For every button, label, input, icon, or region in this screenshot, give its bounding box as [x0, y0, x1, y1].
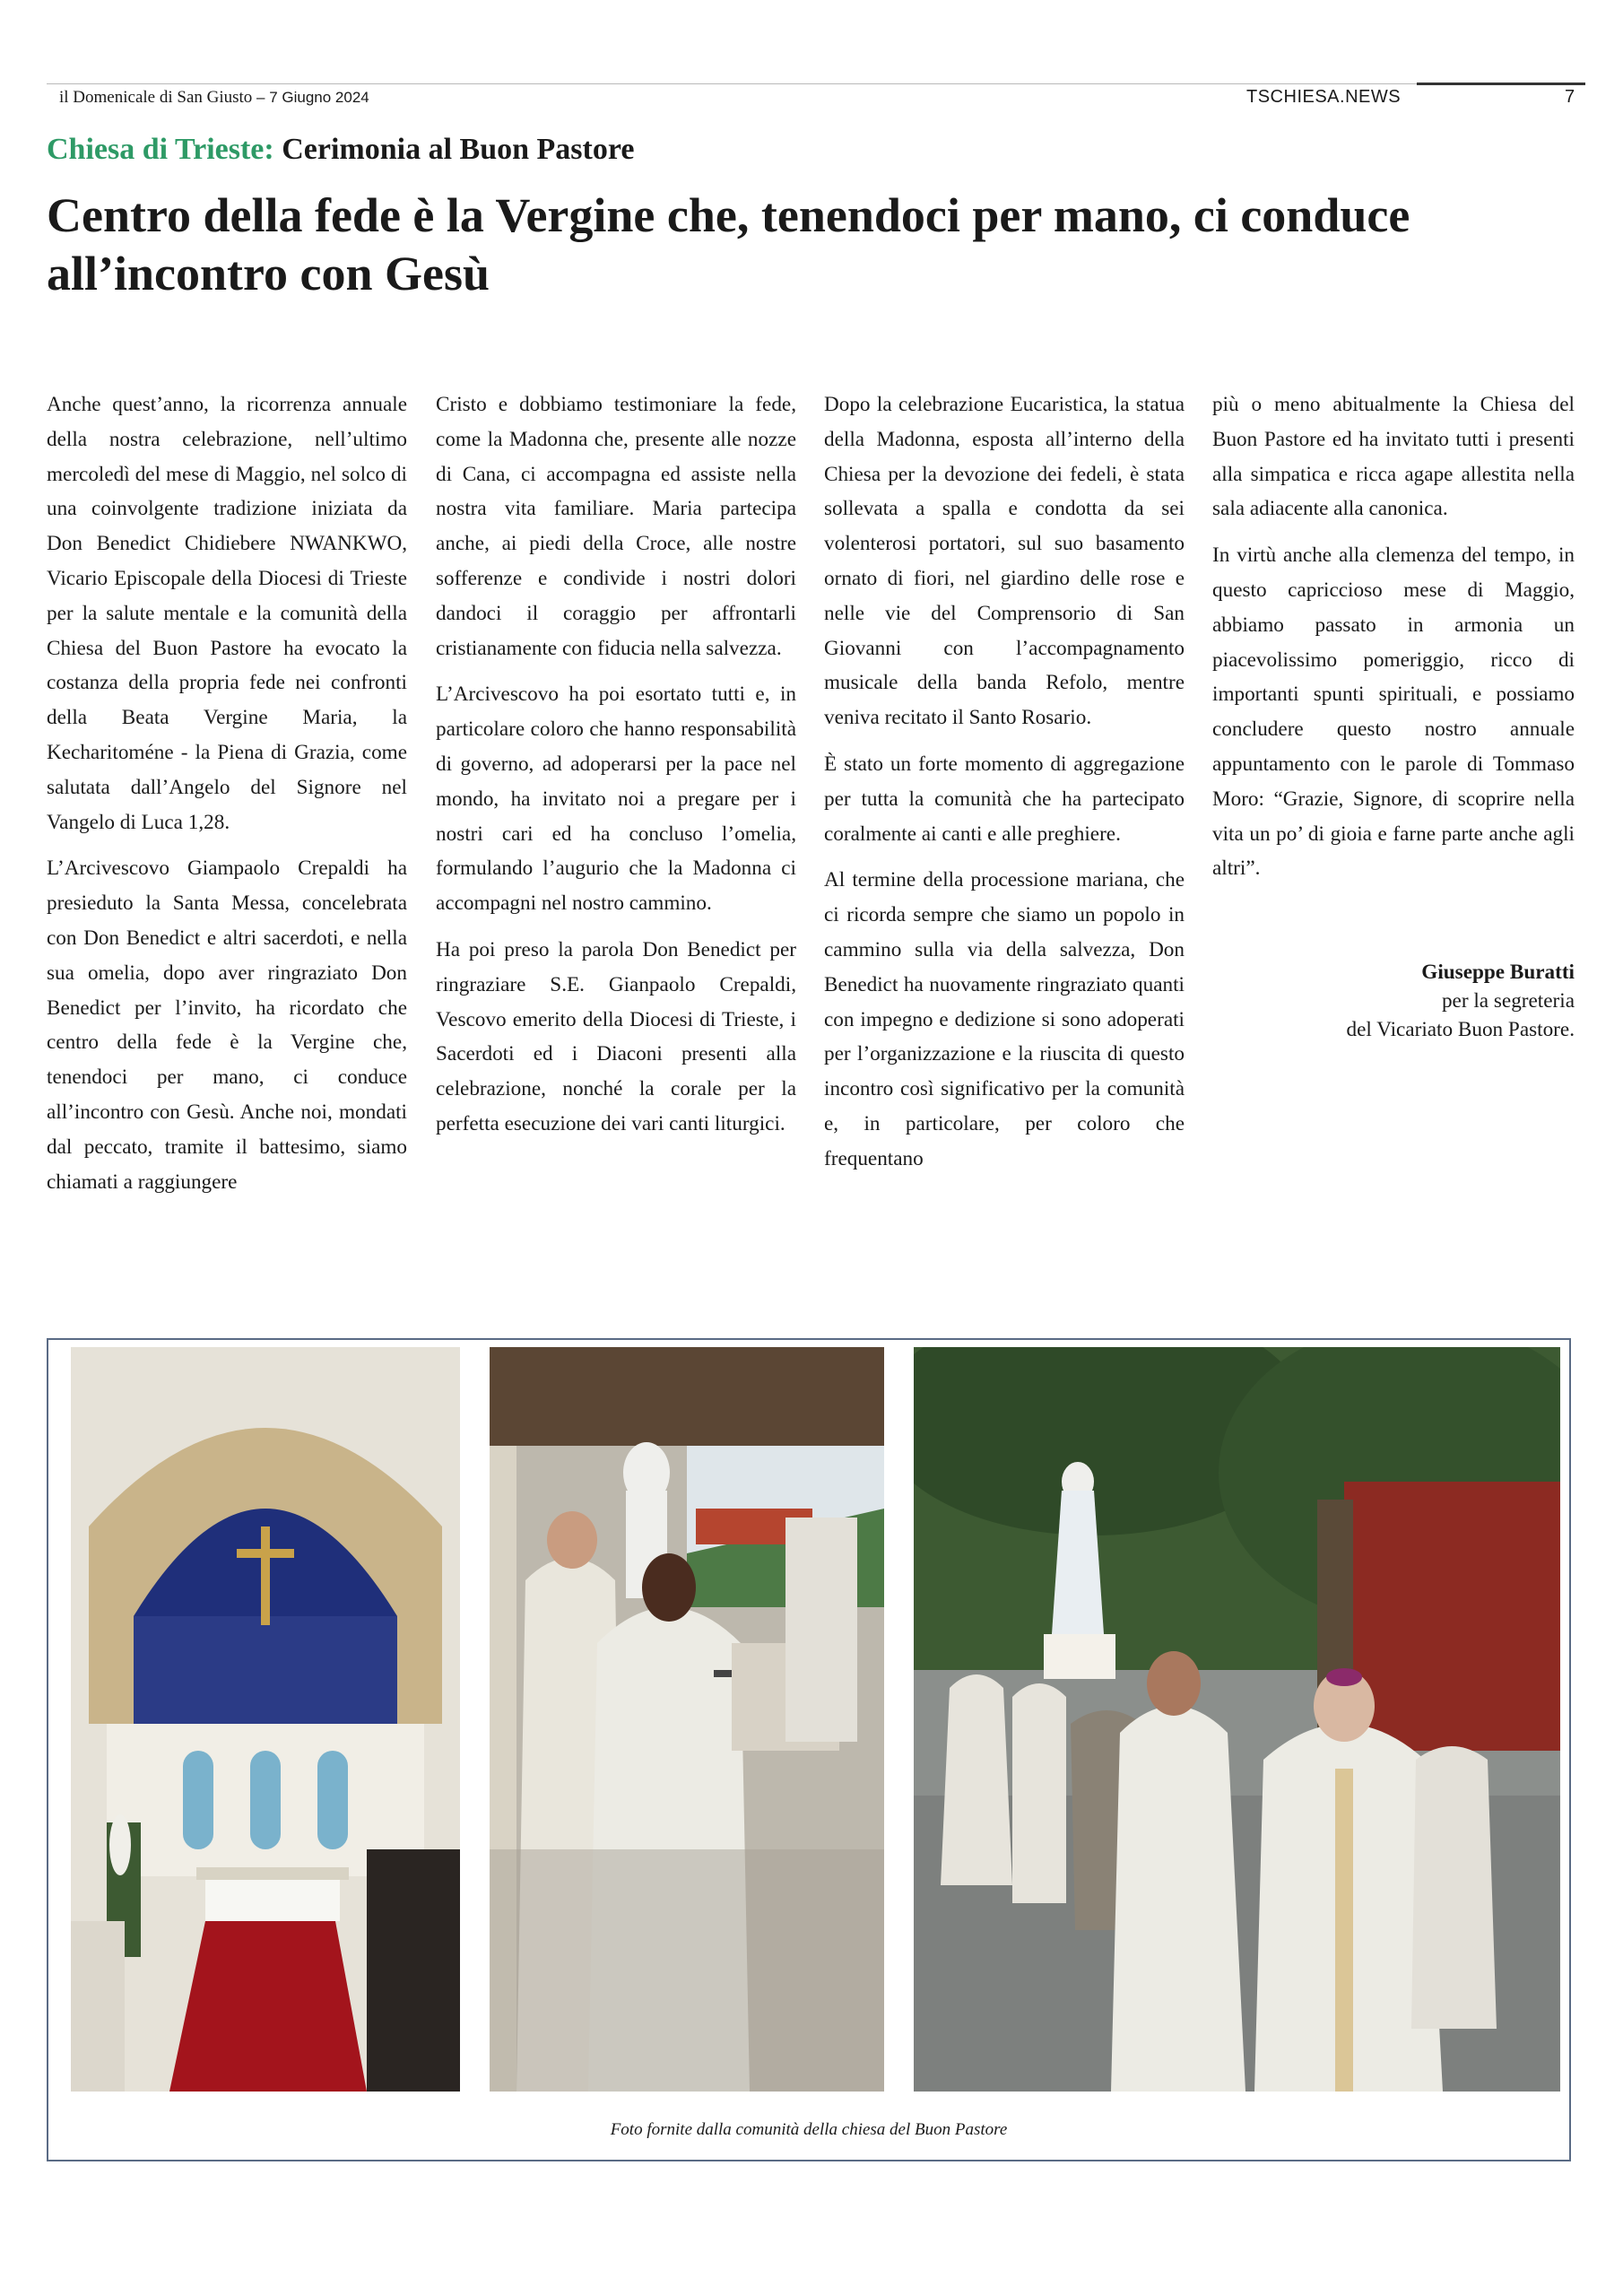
- paragraph: Cristo e dobbiamo testimoniare la fede, come la Madonna che, presente alle nozze di Cana, ci accompagna ed assiste nella nostra vita familiare. Maria partecipa anche, ai piedi della Croce, alle nostre sofferenze e condivide i nostri dolori dandoci il coraggio per affrontarli cristianamente con fiducia nella salvezza.: [436, 393, 796, 660]
- paragraph: Anche quest’anno, la ricorrenza annuale della nostra celebrazione, nell’ultimo mercoledì del mese di Maggio, nel solco di una coinvolgente tradizione iniziata da Don Benedict Chidiebere NWANKWO, Vicario Episcopale della Diocesi di Trieste per la salute mentale e la comunità della Chiesa del Buon Pastore ha evocato la costanza della propria fede nei confronti della Beata Vergine Maria, la Kecharitoméne - la Piena di Grazia, come salutata dall’Angelo del Signore nel Vangelo di Luca 1,28.: [47, 393, 407, 834]
- header-site[interactable]: TSCHIESA.NEWS: [1246, 87, 1402, 107]
- photo-caption: Foto fornite dalla comunità della chiesa del Buon Pastore: [610, 2120, 1008, 2139]
- article-column-4: [1212, 387, 1575, 898]
- paragraph: Dopo la celebrazione Eucaristica, la statua della Madonna, esposta all’interno della Chiesa per la devozione dei fedeli, è stata sollevata a spalla e condotta da sei volenterosi portatori, sul suo basamento ornato di fiori, nel giardino delle rose e nelle vie del Comprensorio di San Giovanni con l’accompagnamento musicale della banda Refolo, mentre veniva recitato il Santo Rosario.: [824, 393, 1185, 730]
- photo-procession: [914, 1347, 1560, 2092]
- kicker-section: Chiesa di Trieste:: [47, 133, 274, 166]
- header-rule-accent: [1417, 83, 1585, 85]
- author-role-line-2: del Vicariato Buon Pastore.: [1346, 1018, 1575, 1041]
- paragraph: più o meno abitualmente la Chiesa del Buon Pastore ed ha invitato tutti i presenti alla simpatica e ricca agape allestita nella sala adiacente alla canonica.: [1212, 393, 1575, 521]
- publication-name: il Domenicale di San Giusto: [59, 88, 253, 107]
- paragraph: L’Arcivescovo Giampaolo Crepaldi ha presieduto la Santa Messa, concelebrata con Don Benedict e altri sacerdoti, e nella sua omelia, dopo aver ringraziato Don Benedict per l’invito, ha ricordato che centro della fede è la Vergine che, tenendoci per mano, ci conduce all’incontro con Gesù. Anche noi, mondati dal peccato, tramite il battesimo, siamo chiamati a raggiungere: [47, 857, 407, 1194]
- procession-illustration: [914, 1347, 1560, 2092]
- photo-priests-reading: [490, 1347, 884, 2092]
- priests-illustration: [490, 1347, 884, 2092]
- article-column-1: [47, 387, 407, 1211]
- author-signature: [1212, 958, 1575, 1044]
- page-number: 7: [1565, 87, 1575, 107]
- author-name: Giuseppe Buratti: [1421, 961, 1575, 984]
- paragraph: Ha poi preso la parola Don Benedict per ringraziare S.E. Gianpaolo Crepaldi, Vescovo emerito della Diocesi di Trieste, i Sacerdoti ed i Diaconi presenti alla celebrazione, nonché la corale per la perfetta esecuzione dei vari canti liturgici.: [436, 937, 796, 1135]
- paragraph: Al termine della processione mariana, che ci ricorda sempre che siamo un popolo in cammino sulla via della salvezza, Don Benedict ha nuovamente ringraziato quanti con impegno e dedizione si sono adoperati per l’organizzazione e la riuscita di questo incontro così significativo per la comunità e, in particolare, per coloro che frequentano: [824, 868, 1185, 1170]
- paragraph: In virtù anche alla clemenza del tempo, in questo capriccioso mese di Maggio, abbiamo passato in armonia un piacevolissimo pomeriggio, ricco di importanti spunti spirituali, e possiamo concludere questo nostro annuale appuntamento con le parole di Tommaso Moro: “Grazie, Signore, di scoprire nella vita un po’ di gioia e farne parte anche agli altri”.: [1212, 544, 1575, 881]
- article-column-2: [436, 387, 796, 1153]
- church-interior-illustration: [71, 1347, 460, 2092]
- author-role-line-1: per la segreteria: [1441, 989, 1575, 1013]
- photo-church-interior: [71, 1347, 460, 2092]
- article-kicker: [47, 133, 634, 167]
- kicker-title: Cerimonia al Buon Pastore: [273, 133, 635, 166]
- header-rule: [47, 83, 1585, 84]
- header-publication: [59, 88, 369, 108]
- publication-date: – 7 Giugno 2024: [252, 89, 369, 106]
- article-column-3: [824, 387, 1185, 1188]
- paragraph: È stato un forte momento di aggregazione per tutta la comunità che ha partecipato coralmente ai canti e alle preghiere.: [824, 752, 1185, 846]
- paragraph: L’Arcivescovo ha poi esortato tutti e, in particolare coloro che hanno responsabilità di governo, ad adoperarsi per la pace nel mondo, ha invitato noi a pregare per i nostri cari ed ha concluso l’omelia, formulando l’augurio che la Madonna ci accompagni nel nostro cammino.: [436, 683, 796, 916]
- article-headline: Centro della fede è la Vergine che, tenendoci per mano, ci conduce all’incontro con Gesù: [47, 188, 1410, 300]
